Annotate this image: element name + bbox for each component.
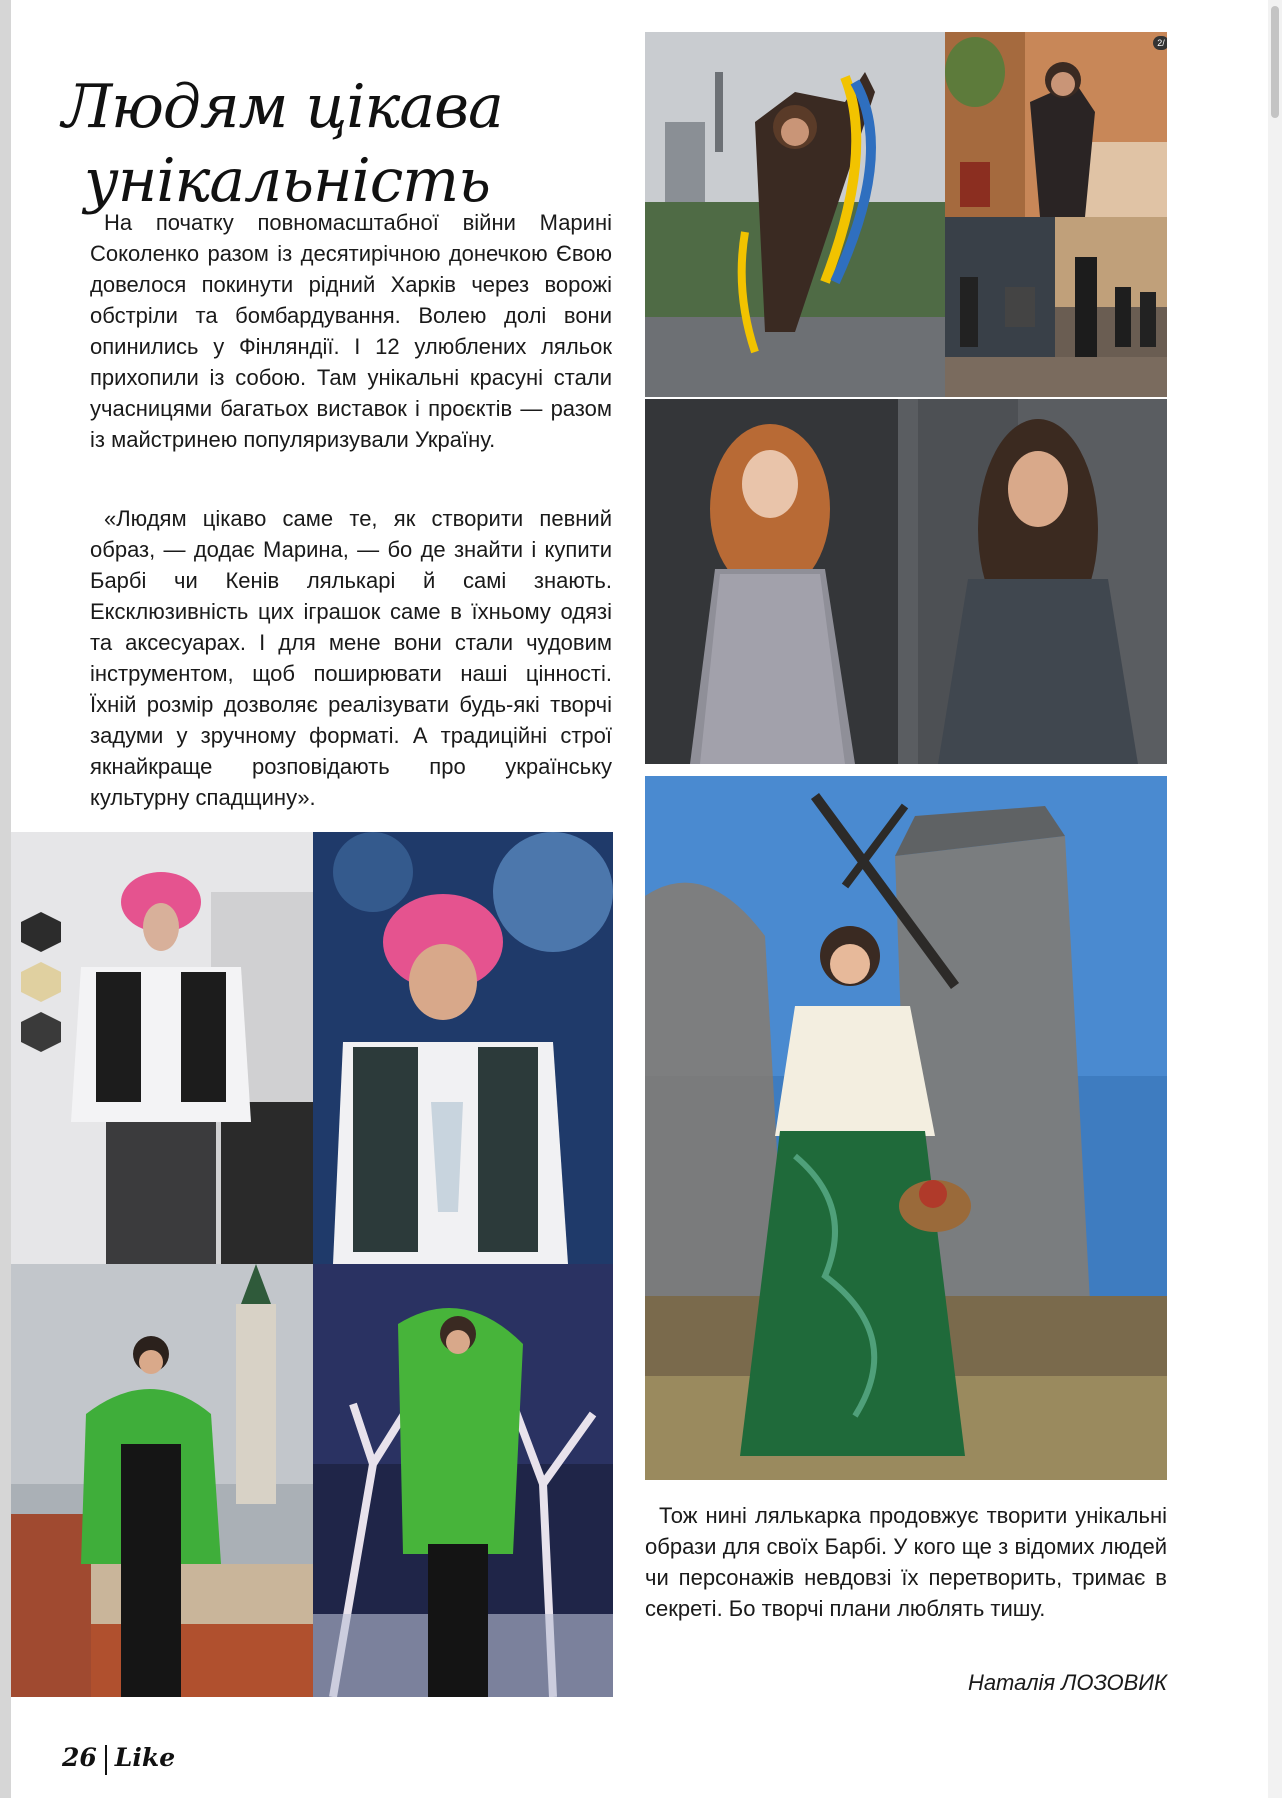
photo-ken-pink-hat	[11, 832, 313, 1264]
photo-doll-green-boa-city	[11, 1264, 313, 1697]
photo-band-stage	[945, 217, 1167, 397]
article-title	[62, 70, 622, 218]
photo-singer-mesh-dress	[898, 399, 1167, 764]
paragraph-2: «Людям цікаво саме те, як створити певний образ, — додає Марина, — бо де знайти і купити Барбі чи Кенів лялькарі й самі знають. Ексклюзивність цих іграшок саме в їхньому одязі та аксесуарах. І для мене вони стали чудовим інструментом, щоб поширювати наші цінності. Їхній розмір дозволяє реалізувати будь-які творчі задуми у зручному форматі. А традиційні строї якнайкраще розповідають про українську культурну спадщину».	[90, 506, 612, 810]
photo-doll-windmill	[645, 776, 1167, 1480]
photo-singer-restaurant	[945, 32, 1167, 217]
author-signature: Наталія ЛОЗОВИК	[967, 1670, 1167, 1695]
paragraph-1: На початку повномасштабної війни Марині Соколенко разом із десятирічною донечкою Євою довелося покинути рідний Харків через ворожі обстріли та бомбардування. Волею долі вони опинились у Фінляндії. І 12 улюблених ляльок прихопили із собою. Там унікальні красуні стали учасницями багатьох виставок і проєктів — разом із майстринею популяризували Україну.	[90, 210, 612, 452]
scrollbar-thumb[interactable]	[1271, 6, 1279, 118]
paragraph-3: Тож нині лялькарка продовжує творити унікальні образи для своїх Барбі. У кого ще з відомих людей чи персонажів невдовзі їх перетворить, тримає в секреті. Бо творчі плани люблять тишу.	[645, 1503, 1167, 1621]
photo-singer-green-boa-stage	[313, 1264, 613, 1697]
page-edge	[0, 0, 11, 1798]
photo-doll-sequin-dress	[645, 399, 898, 764]
photo-singer-pink-hat	[313, 832, 613, 1264]
title-line-1: Людям цікава	[62, 72, 503, 143]
page-footer	[62, 1743, 175, 1775]
title-line-2: унікальність	[84, 146, 490, 217]
photo-doll-ribbons	[645, 32, 945, 397]
page-number: 26	[62, 1743, 97, 1772]
footer-divider	[105, 1745, 107, 1775]
scrollbar[interactable]	[1268, 0, 1282, 1798]
photo-counter-badge: 2/	[1153, 36, 1167, 50]
magazine-name: Like	[114, 1743, 176, 1772]
